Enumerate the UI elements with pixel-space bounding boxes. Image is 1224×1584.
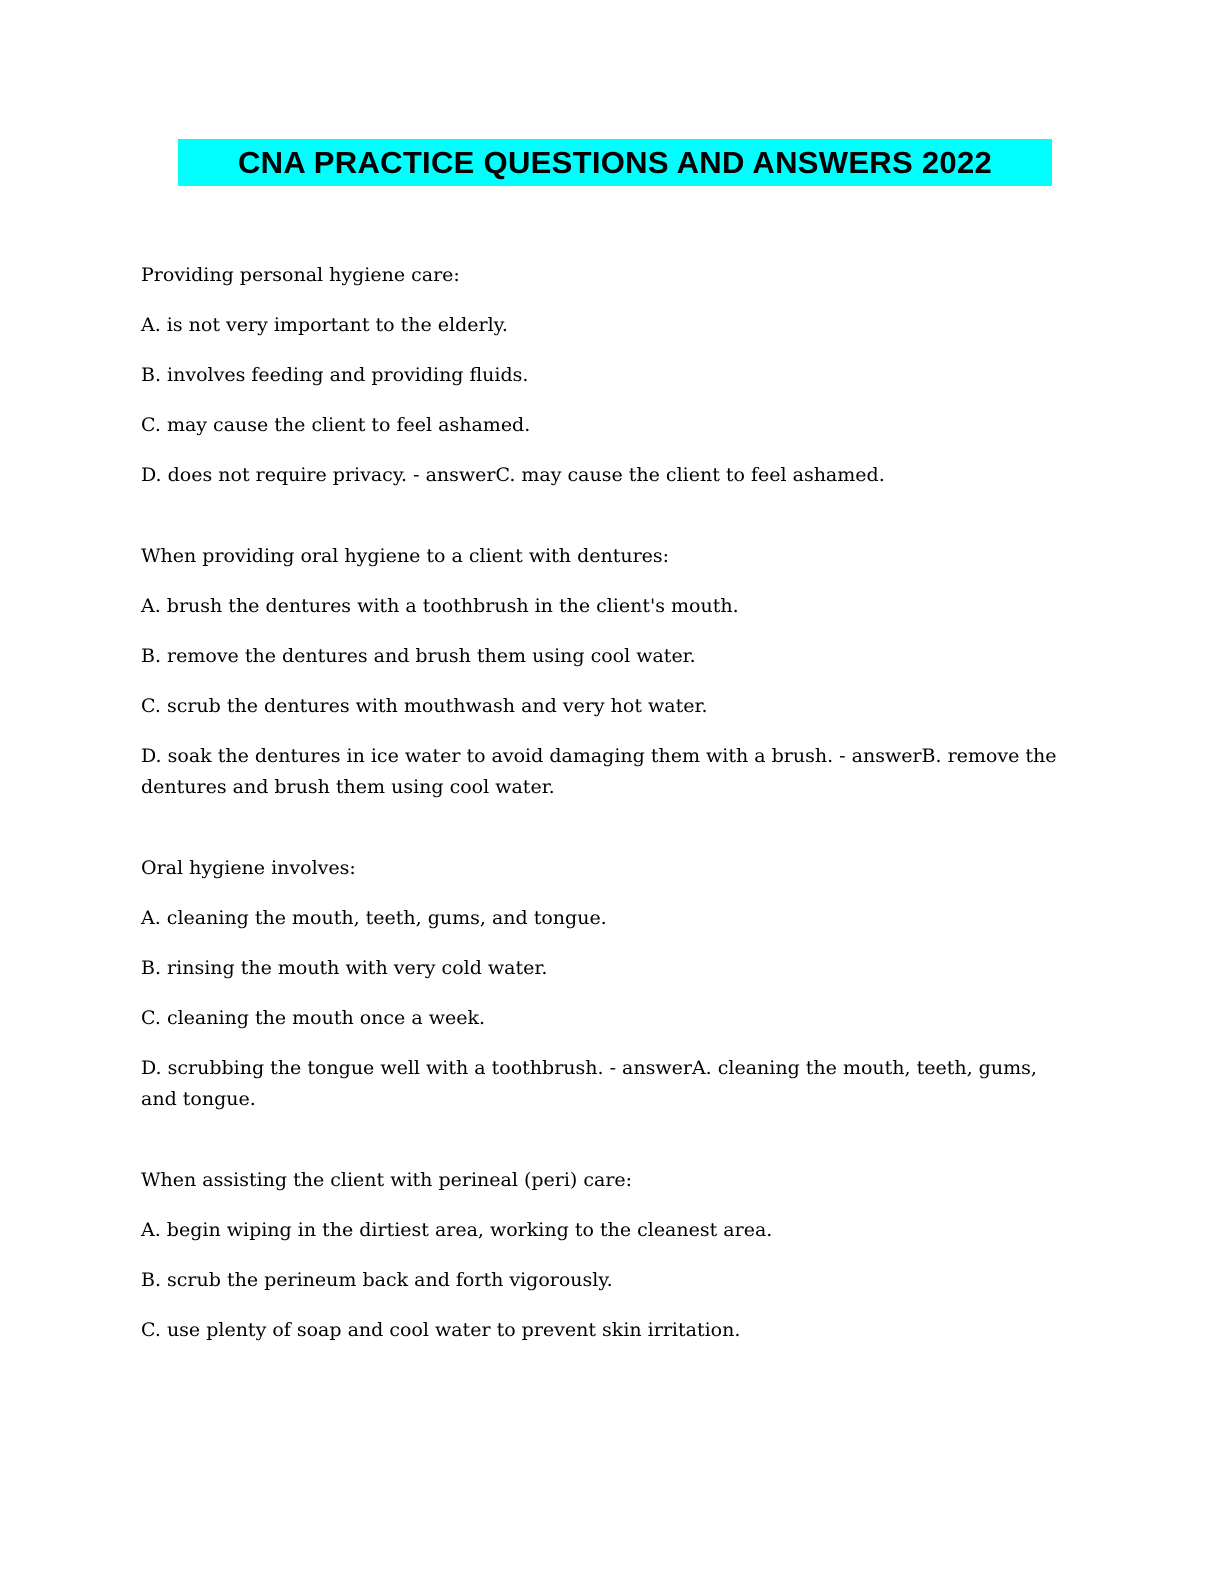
question-block — [141, 853, 1071, 1115]
question-block — [141, 541, 1071, 803]
answer-option: B. involves feeding and providing fluids. — [141, 364, 529, 386]
answer-option: C. may cause the client to feel ashamed. — [141, 414, 531, 436]
title-highlight — [178, 139, 1052, 186]
answer-option: C. scrub the dentures with mouthwash and very hot water. — [141, 695, 708, 717]
answer-option: D. soak the dentures in ice water to avoid damaging them with a brush. - answerB. remove the dentures and brush them using cool water. — [141, 745, 1057, 798]
answer-option: B. rinsing the mouth with very cold water. — [141, 957, 548, 979]
question-block — [141, 1165, 1071, 1346]
answer-option: B. remove the dentures and brush them using cool water. — [141, 645, 696, 667]
question-stem: Providing personal hygiene care: — [141, 264, 460, 286]
question-stem: Oral hygiene involves: — [141, 857, 356, 879]
answer-option: A. begin wiping in the dirtiest area, working to the cleanest area. — [141, 1219, 773, 1241]
questions-list — [141, 260, 1071, 1396]
answer-option: C. cleaning the mouth once a week. — [141, 1007, 486, 1029]
answer-option: B. scrub the perineum back and forth vigorously. — [141, 1269, 613, 1291]
question-stem: When assisting the client with perineal (peri) care: — [141, 1169, 633, 1191]
page-title: CNA PRACTICE QUESTIONS AND ANSWERS 2022 — [237, 144, 993, 180]
answer-option: A. is not very important to the elderly. — [141, 314, 508, 336]
question-stem: When providing oral hygiene to a client with dentures: — [141, 545, 670, 567]
question-block — [141, 260, 1071, 491]
answer-option: A. brush the dentures with a toothbrush in the client's mouth. — [141, 595, 739, 617]
answer-option: D. does not require privacy. - answerC. may cause the client to feel ashamed. — [141, 464, 885, 486]
answer-option: A. cleaning the mouth, teeth, gums, and tongue. — [141, 907, 607, 929]
answer-option: C. use plenty of soap and cool water to prevent skin irritation. — [141, 1319, 741, 1341]
answer-option: D. scrubbing the tongue well with a toothbrush. - answerA. cleaning the mouth, teeth, gums, and tongue. — [141, 1057, 1037, 1110]
